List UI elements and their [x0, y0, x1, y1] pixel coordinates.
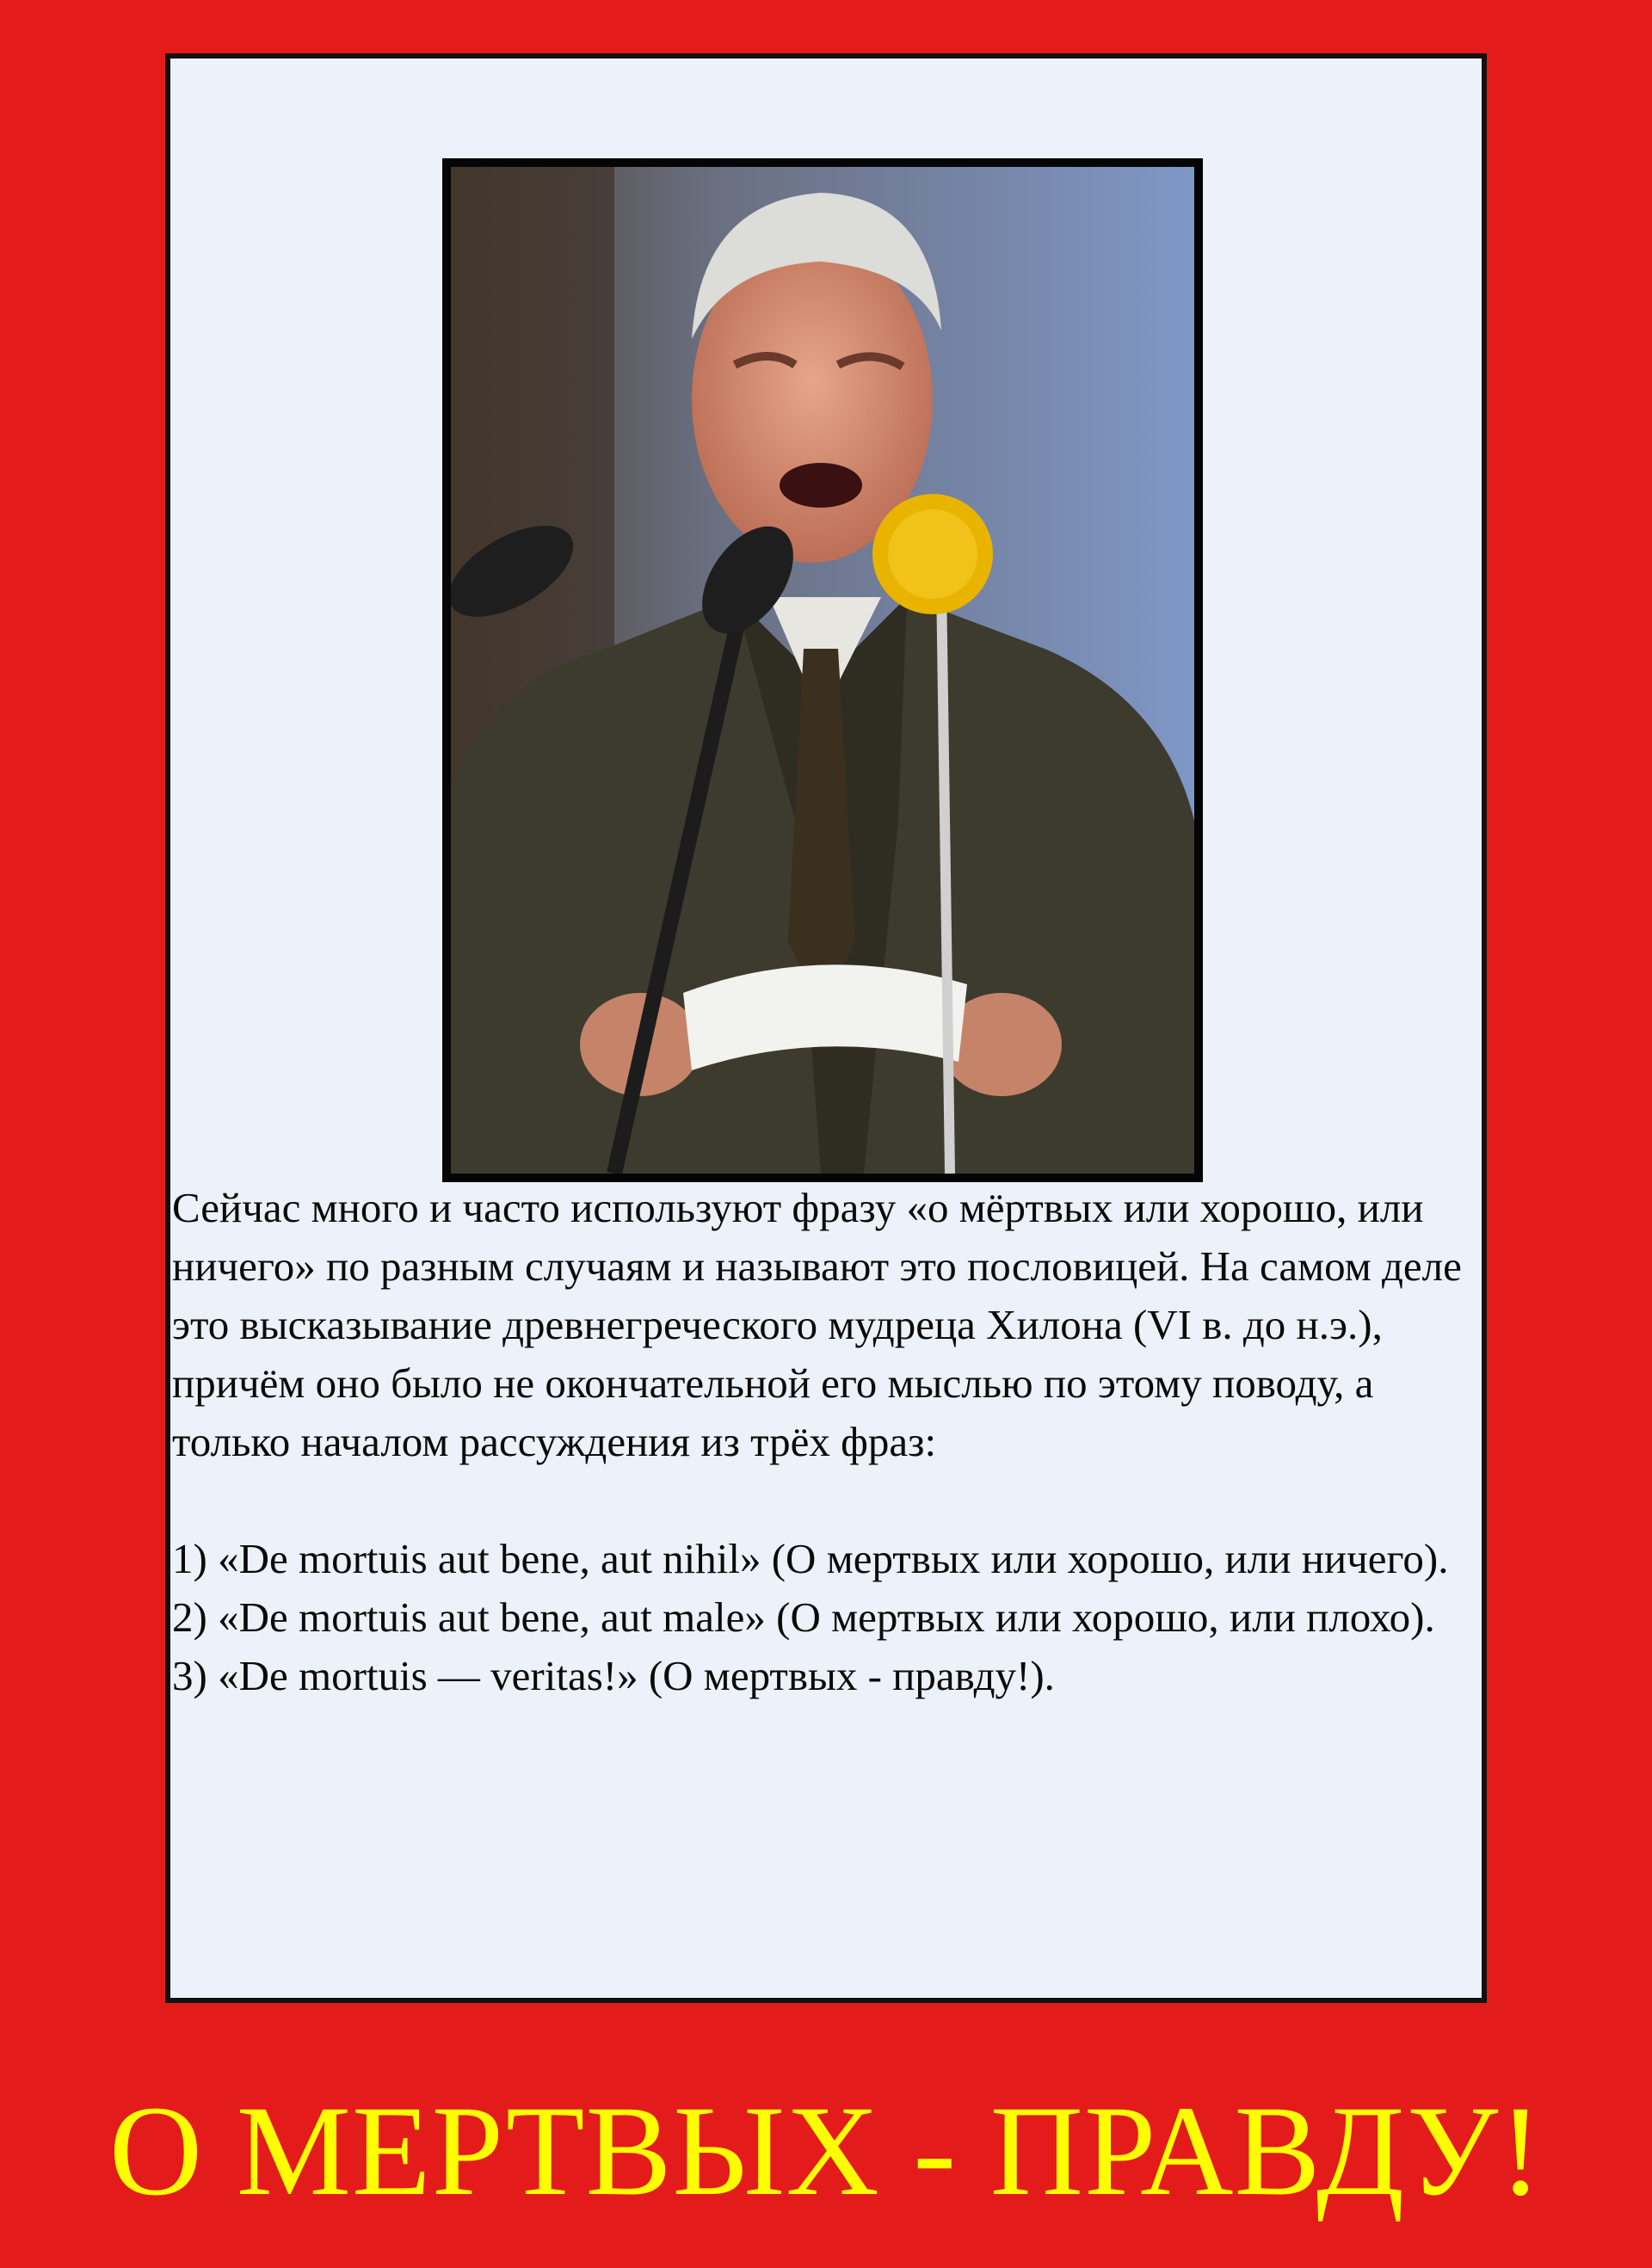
list-item: 3) «De mortuis — veritas!» (О мертвых - правду!).: [172, 1652, 1055, 1699]
poster-headline: О МЕРТВЫХ - ПРАВДУ!: [108, 2080, 1544, 2222]
paragraph-gap: [172, 1471, 1463, 1530]
photo-speaker-at-microphones-icon: [451, 167, 1194, 1174]
article-intro: Сейчас много и часто используют фразу «о мёртвых или хорошо, или ничего» по разным случаям и называют это пословицей. На самом деле это высказывание древнегреческого мудреца Хилона (VI в. до н.э.), причём оно было не окончательной его мыслью по этому поводу, а только началом рассуждения из трёх фраз:: [172, 1184, 1462, 1465]
speaker-photo: [442, 158, 1203, 1182]
list-item: 1) «De mortuis aut bene, aut nihil» (О мертвых или хорошо, или ничего).: [172, 1535, 1449, 1582]
list-item: 2) «De mortuis aut bene, aut male» (О мертвых или хорошо, или плохо).: [172, 1593, 1435, 1641]
article-text: [172, 1179, 1463, 1705]
